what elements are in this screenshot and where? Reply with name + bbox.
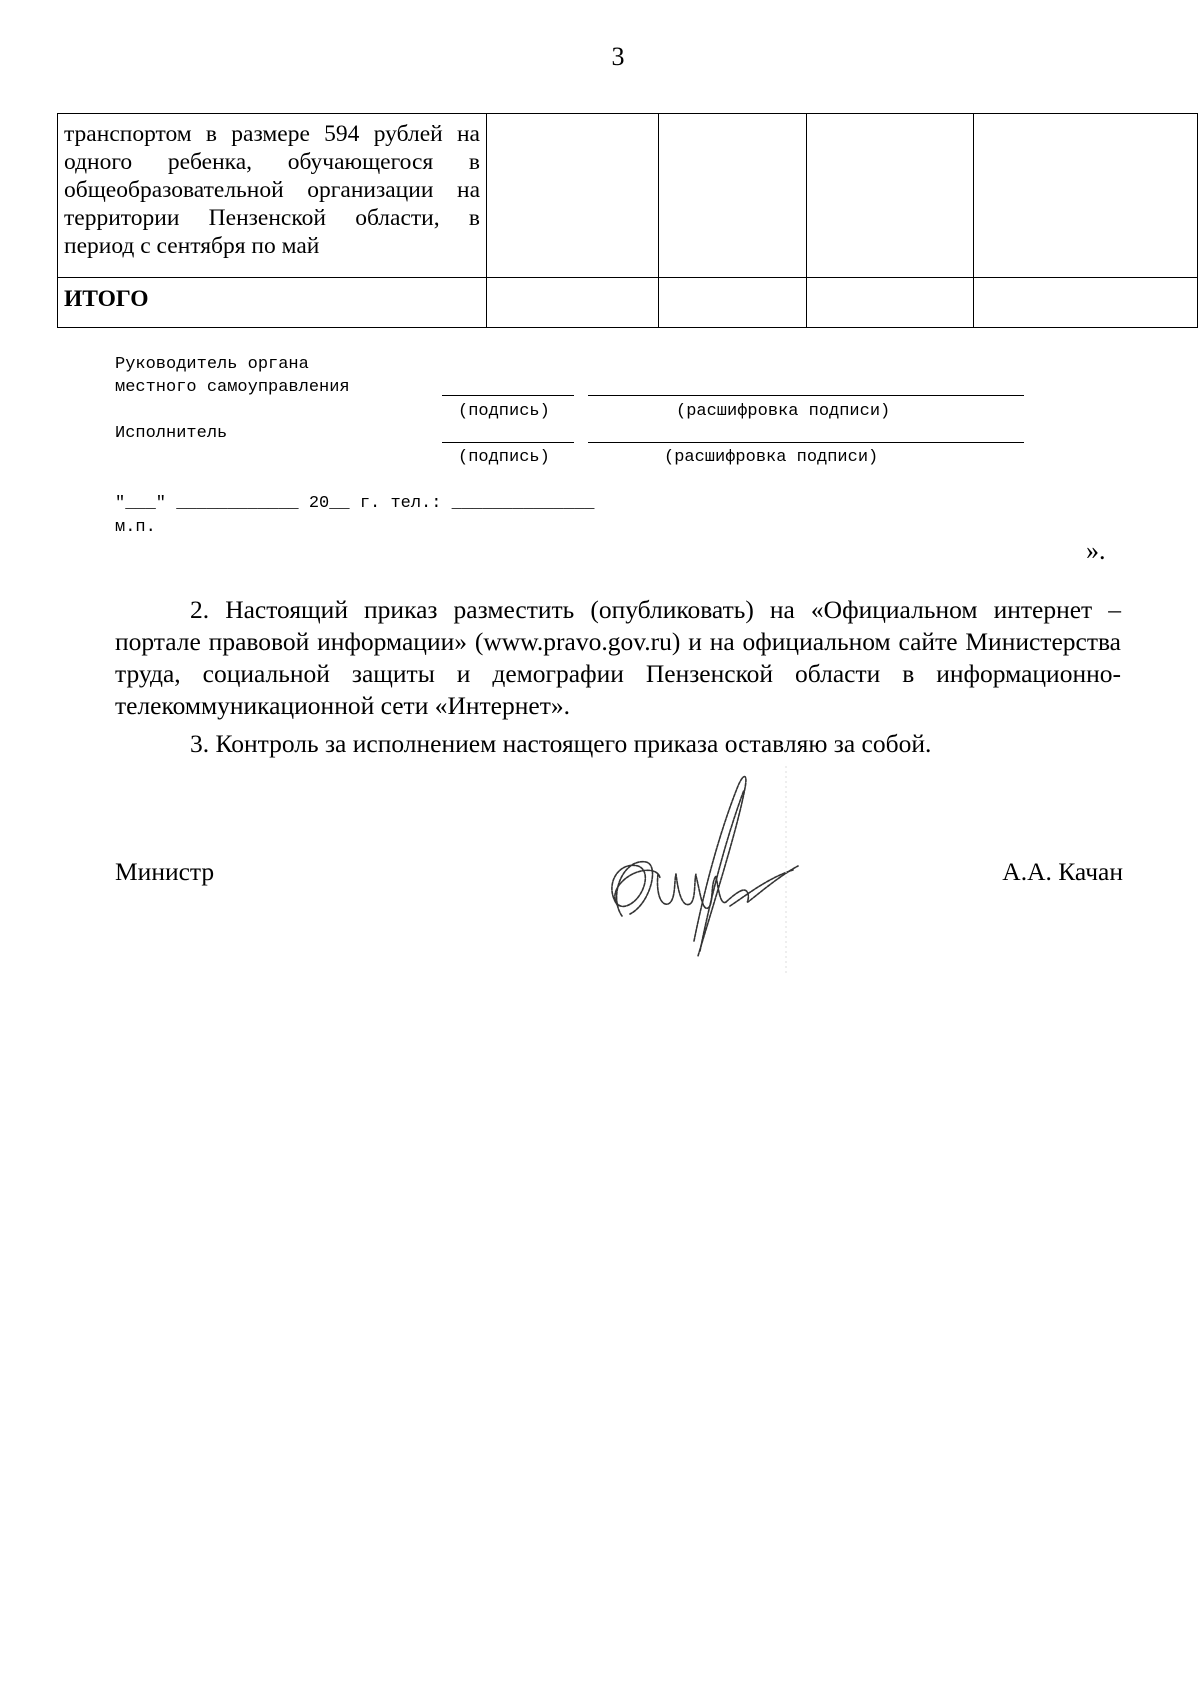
signature-line bbox=[442, 395, 574, 396]
signatory-name: А.А. Качан bbox=[1002, 857, 1123, 886]
data-table bbox=[57, 113, 1198, 328]
executor-label: Исполнитель bbox=[115, 424, 228, 443]
closing-quote: ». bbox=[1086, 536, 1106, 565]
signature-decode-caption: (расшифровка подписи) bbox=[676, 402, 891, 421]
table-cell bbox=[974, 114, 1198, 278]
paragraph-2: 2. Настоящий приказ разместить (опубликовать) на «Официальном интернет – портале правовой информации» (www.pravo.gov.ru) и на официальном сайте Министерства труда, социальной защиты и демографии Пензенской области в информационно-телекоммуникационной сети «Интернет». bbox=[115, 595, 1121, 720]
head-label-line2: местного самоуправления bbox=[115, 378, 350, 397]
signature-caption: (подпись) bbox=[458, 402, 550, 421]
table-row bbox=[58, 114, 1198, 278]
table-cell bbox=[487, 278, 659, 328]
page-number: 3 bbox=[611, 42, 625, 71]
signature-line bbox=[442, 442, 574, 443]
table-cell bbox=[974, 278, 1198, 328]
signature-caption: (подпись) bbox=[458, 448, 550, 467]
table-cell bbox=[487, 114, 659, 278]
signature-decode-caption: (расшифровка подписи) bbox=[664, 448, 879, 467]
stamp-label: м.п. bbox=[115, 518, 156, 537]
signature-decode-line bbox=[588, 395, 1024, 396]
table-row-total bbox=[58, 278, 1198, 328]
total-label: ИТОГО bbox=[58, 278, 487, 328]
date-phone-line: "___" ____________ 20__ г. тел.: ______________ bbox=[115, 494, 595, 513]
table-cell bbox=[807, 278, 974, 328]
handwritten-signature bbox=[598, 766, 828, 976]
paragraph-3: 3. Контроль за исполнением настоящего приказа оставляю за собой. bbox=[190, 729, 932, 758]
signature-decode-line bbox=[588, 442, 1024, 443]
table-cell bbox=[807, 114, 974, 278]
table-cell bbox=[659, 278, 807, 328]
row-description: транспортом в размере 594 рублей на одного ребенка, обучающегося в общеобразовательной организации на территории Пензенской области, в период с сентября по май bbox=[58, 114, 487, 278]
table-cell bbox=[659, 114, 807, 278]
signatory-position: Министр bbox=[115, 857, 215, 886]
head-label-line1: Руководитель органа bbox=[115, 355, 309, 374]
